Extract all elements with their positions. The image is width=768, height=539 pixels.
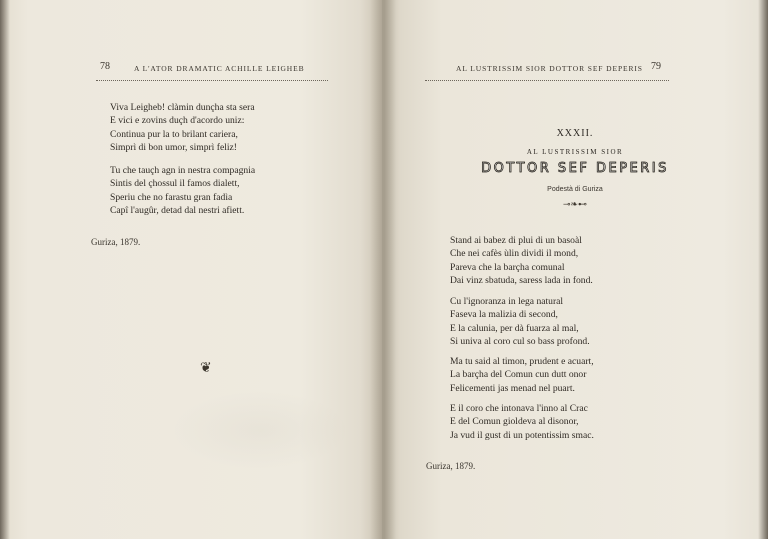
left-running-head: A L'ATOR DRAMATIC ACHILLE LEIGHEB — [134, 64, 305, 73]
verse-line: Speriu che no farastu gran fadìa — [110, 191, 233, 203]
left-stanza-2 — [110, 164, 255, 218]
verse-line: Ja vud il gust di un potentissim smac. — [450, 429, 594, 441]
right-page-number: 79 — [651, 61, 661, 72]
verse-line: E la calunia, per dà fuarza al mal, — [450, 322, 579, 334]
verse-line: Viva Leigheb! clàmin dunçha sta sera — [110, 102, 255, 113]
poem-title: DOTTOR SEF DEPERIS — [481, 161, 669, 176]
verse-line: Che nei cafès ùlin dividi il mond, — [450, 248, 579, 260]
verse-line: Capî l'augûr, detad dal nestri afiett. — [110, 205, 245, 217]
verse-line: Simprì di bon umor, simprì feliz! — [110, 142, 237, 154]
verse-line: Sintis del çhossul il famos dialett, — [110, 178, 240, 190]
right-dateline: Guriza, 1879. — [426, 461, 476, 471]
verse-line: E vici e zovins duçh d'acordo uniz: — [110, 115, 245, 127]
right-running-head: AL LUSTRISSIM SIOR DOTTOR SEF DEPERIS — [456, 64, 643, 73]
poem-number: XXXII. — [556, 128, 594, 139]
right-stanza-1 — [450, 234, 593, 288]
fleuron-ornament: ❦ — [200, 361, 212, 376]
book-gutter — [370, 0, 396, 539]
verse-line: Faseva la malizia di second, — [450, 309, 558, 321]
verse-line: E del Comun gioldeva al disonor, — [450, 416, 579, 428]
right-page-edge — [758, 0, 768, 539]
right-header-rule — [425, 80, 669, 81]
show-through-area — [170, 390, 350, 470]
right-stanza-3 — [450, 355, 594, 395]
left-dateline: Guriza, 1879. — [91, 237, 141, 247]
poem-dedication: AL LUSTRISSIM SIOR — [526, 148, 624, 156]
left-page-edge — [0, 0, 10, 539]
verse-line: Pareva che la barçha comunal — [450, 261, 565, 273]
left-page-number: 78 — [100, 61, 110, 72]
verse-line: Stand ai babez di plui di un basoàl — [450, 235, 582, 246]
left-header-rule — [96, 80, 328, 81]
verse-line: Continua pur la to brilant cariera, — [110, 128, 238, 140]
right-stanza-4 — [450, 402, 594, 442]
right-stanza-2 — [450, 295, 590, 349]
verse-line: Si univa al coro cul so bass profond. — [450, 336, 590, 348]
poem-subtitle: Podestà di Guriza — [547, 186, 603, 193]
verse-line: E il coro che intonava l'inno al Crac — [450, 403, 588, 414]
left-stanza-1 — [110, 101, 255, 155]
verse-line: Ma tu said al timon, prudent e acuart, — [450, 356, 594, 367]
verse-line: Dai vinz sbatuda, saress lada in fond. — [450, 275, 593, 287]
verse-line: Cu l'ignoranza in lega natural — [450, 296, 564, 307]
verse-line: La barçha del Comun cun dutt onor — [450, 369, 587, 381]
title-ornament: ⊸❧⊷ — [562, 199, 588, 209]
verse-line: Tu che tauçh agn in nestra compagnia — [110, 165, 256, 176]
verse-line: Felicementi jas menad nel puart. — [450, 382, 575, 394]
